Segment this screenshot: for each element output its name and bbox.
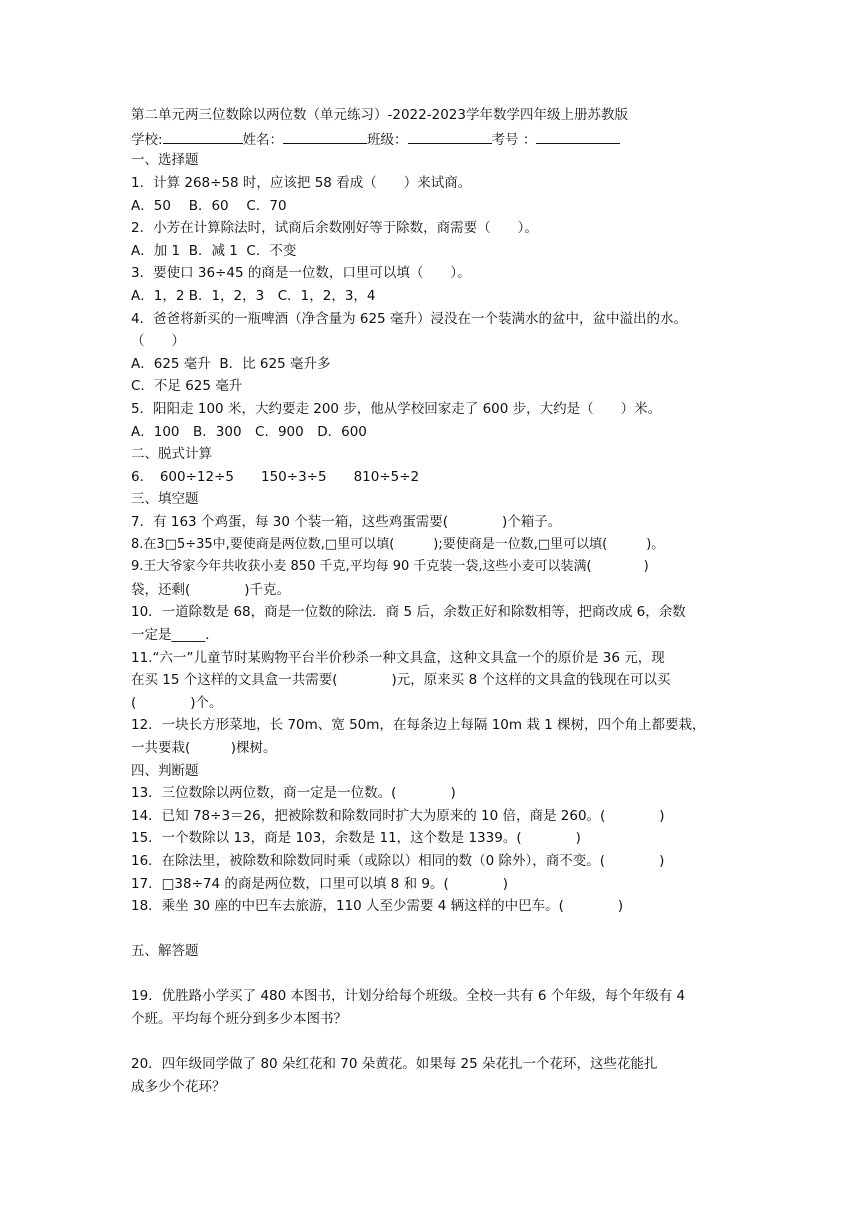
question-5-options: A．100 B．300 C．900 D．600 [131, 424, 367, 440]
question-16: 16．在除法里，被除数和除数同时乘（或除以）相同的数（0 除外），商不变。( ) [131, 853, 665, 869]
name-label: 姓名： [242, 132, 284, 148]
question-1: 1．计算 268÷58 时，应该把 58 看成（ ）来试商。 [131, 175, 472, 191]
question-4-options-2: C．不足 625 毫升 [131, 378, 243, 394]
question-2: 2．小芳在计算除法时，试商后余数刚好等于除数，商需要（ ）。 [131, 220, 538, 236]
question-19-line-1: 19．优胜路小学买了 480 本图书，计划分给每个班级。全校一共有 6 个年级，每个年级有 4 [131, 988, 686, 1004]
question-12-line-2: 一共要栽( )棵树。 [131, 740, 277, 756]
question-19-line-2: 个班。平均每个班分到多少本图书？ [131, 1011, 347, 1027]
section-2-heading: 二、脱式计算 [131, 446, 212, 462]
question-8: 8.在3□5÷35中,要使商是两位数,□里可以填( );要使商是一位数,□里可以填( )。 [131, 537, 665, 552]
question-4-answer-paren: （ ） [131, 333, 185, 349]
section-1-heading: 一、选择题 [131, 152, 199, 168]
question-11-line-3: ( )个。 [131, 695, 223, 711]
section-3-heading: 三、填空题 [131, 491, 199, 507]
question-11-line-1: 11.“六一”儿童节时某购物平台半价秒杀一种文具盒，这种文具盒一个的原价是 36 元，现 [131, 650, 665, 666]
section-4-heading: 四、判断题 [131, 763, 199, 779]
worksheet-title: 第二单元两三位数除以两位数（单元练习）-2022-2023学年数学四年级上册苏教版 [131, 107, 628, 123]
question-3: 3．要使口 36÷45 的商是一位数，口里可以填（ ）。 [131, 265, 471, 281]
student-info-line [131, 129, 620, 149]
question-4: 4．爸爸将新买的一瓶啤酒（净含量为 625 毫升）浸没在一个装满水的盆中，盆中溢出的水。 [131, 311, 687, 327]
question-12-line-1: 12．一块长方形菜地，长 70m、宽 50m，在每条边上每隔 10m 栽 1 棵树，四个角上都要栽， [131, 717, 706, 733]
name-blank[interactable] [283, 129, 367, 144]
school-blank[interactable] [163, 129, 243, 144]
question-2-options: A．加 1 B．减 1 C．不变 [131, 243, 297, 259]
exam-no-blank[interactable] [536, 129, 620, 144]
question-4-options-1: A．625 毫升 B．比 625 毫升多 [131, 356, 331, 372]
question-18: 18．乘坐 30 座的中巴车去旅游，110 人至少需要 4 辆这样的中巴车。( ) [131, 898, 624, 914]
question-5: 5．阳阳走 100 米，大约要走 200 步，他从学校回家走了 600 步，大约是（ ）米。 [131, 401, 662, 417]
exam-no-label: 考号 ： [491, 132, 537, 148]
question-20-line-2: 成多少个花环？ [131, 1079, 226, 1095]
class-label: 班级： [367, 132, 408, 148]
question-9-line-1: 9.王大爷家今年共收获小麦 850 千克,平均每 90 千克装一袋,这些小麦可以装满( ) [131, 559, 649, 574]
question-13: 13．三位数除以两位数，商一定是一位数。( ) [131, 785, 456, 801]
section-5-heading: 五、解答题 [131, 943, 199, 959]
question-10-line-2: 一定是_____． [131, 627, 219, 643]
question-20-line-1: 20．四年级同学做了 80 朵红花和 70 朵黄花。如果每 25 朵花扎一个花环，这些花能扎 [131, 1056, 658, 1072]
question-6: 6． 600÷12÷5 150÷3÷5 810÷5÷2 [131, 469, 420, 485]
question-17: 17．□38÷74 的商是两位数，口里可以填 8 和 9。( ) [131, 876, 508, 892]
school-label: 学校: [131, 132, 163, 148]
question-3-options: A．1，2 B．1，2，3 C．1，2，3，4 [131, 288, 376, 304]
question-15: 15．一个数除以 13，商是 103，余数是 11，这个数是 1339。( ) [131, 830, 581, 846]
question-11-line-2: 在买 15 个这样的文具盒一共需要( )元，原来买 8 个这样的文具盒的钱现在可以买 [131, 672, 671, 688]
question-9-line-2: 袋，还剩( )千克。 [131, 582, 291, 598]
question-7: 7．有 163 个鸡蛋，每 30 个装一箱，这些鸡蛋需要( )个箱子。 [131, 514, 562, 530]
class-blank[interactable] [408, 129, 492, 144]
question-10-line-1: 10．一道除数是 68，商是一位数的除法．商 5 后，余数正好和除数相等，把商改成 6，余数 [131, 604, 686, 620]
question-1-options: A．50 B．60 C．70 [131, 198, 287, 214]
question-14: 14．已知 78÷3＝26，把被除数和除数同时扩大为原来的 10 倍，商是 260。( ) [131, 808, 665, 824]
